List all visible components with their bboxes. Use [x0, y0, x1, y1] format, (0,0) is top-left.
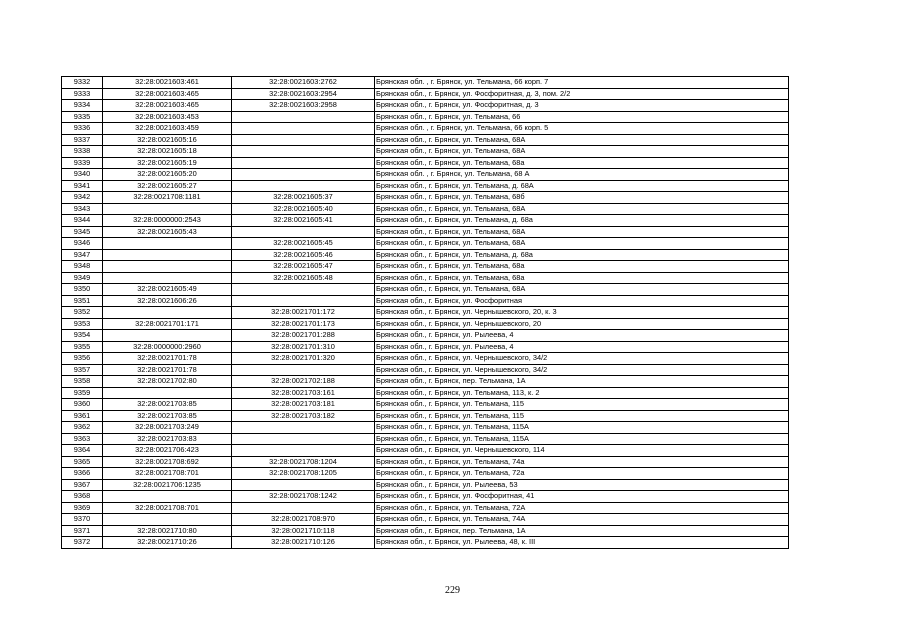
related-cadastral-number-cell [232, 364, 375, 376]
related-cadastral-number-cell: 32:28:0021708:1204 [232, 456, 375, 468]
row-number-cell: 9340 [62, 169, 103, 181]
address-cell: Брянская обл., г. Брянск, ул. Тельмана, 72А [375, 502, 789, 514]
cadastral-number-cell: 32:28:0021605:49 [103, 284, 232, 296]
related-cadastral-number-cell [232, 479, 375, 491]
table-row [62, 284, 789, 296]
address-cell: Брянская обл., г. Брянск, ул. Тельмана, 115 [375, 399, 789, 411]
related-cadastral-number-cell [232, 123, 375, 135]
cadastral-number-cell: 32:28:0021603:461 [103, 77, 232, 89]
address-cell: Брянская обл., г. Брянск, ул. Чернышевского, 20, к. 3 [375, 307, 789, 319]
related-cadastral-number-cell: 32:28:0021708:1242 [232, 491, 375, 503]
address-cell: Брянская обл., г. Брянск, ул. Тельмана, 115 [375, 410, 789, 422]
related-cadastral-number-cell: 32:28:0021701:310 [232, 341, 375, 353]
related-cadastral-number-cell [232, 134, 375, 146]
address-cell: Брянская обл., г. Брянск, ул. Тельмана, д. 68А [375, 180, 789, 192]
cadastral-number-cell: 32:28:0021603:465 [103, 100, 232, 112]
row-number-cell: 9342 [62, 192, 103, 204]
related-cadastral-number-cell: 32:28:0021703:182 [232, 410, 375, 422]
cadastral-number-cell: 32:28:0021703:85 [103, 399, 232, 411]
table-row [62, 387, 789, 399]
row-number-cell: 9359 [62, 387, 103, 399]
cadastral-number-cell: 32:28:0021605:20 [103, 169, 232, 181]
row-number-cell: 9336 [62, 123, 103, 135]
table-row [62, 295, 789, 307]
table-body [62, 77, 789, 549]
cadastral-number-cell: 32:28:0021710:80 [103, 525, 232, 537]
row-number-cell: 9358 [62, 376, 103, 388]
address-cell: Брянская обл., г. Брянск, ул. Тельмана, д. 68а [375, 249, 789, 261]
related-cadastral-number-cell [232, 111, 375, 123]
related-cadastral-number-cell: 32:28:0021701:172 [232, 307, 375, 319]
cadastral-number-cell: 32:28:0021708:701 [103, 468, 232, 480]
related-cadastral-number-cell [232, 284, 375, 296]
address-cell: Брянская обл., г. Брянск, ул. Чернышевского, 114 [375, 445, 789, 457]
row-number-cell: 9350 [62, 284, 103, 296]
table-row [62, 422, 789, 434]
cadastral-number-cell: 32:28:0021605:43 [103, 226, 232, 238]
cadastral-number-cell [103, 272, 232, 284]
cadastral-number-cell [103, 249, 232, 261]
related-cadastral-number-cell: 32:28:0021605:40 [232, 203, 375, 215]
address-cell: Брянская обл., г. Брянск, ул. Чернышевского, 34/2 [375, 353, 789, 365]
row-number-cell: 9335 [62, 111, 103, 123]
cadastral-number-cell: 32:28:0021703:249 [103, 422, 232, 434]
row-number-cell: 9332 [62, 77, 103, 89]
related-cadastral-number-cell [232, 226, 375, 238]
cadastral-number-cell: 32:28:0021701:171 [103, 318, 232, 330]
row-number-cell: 9354 [62, 330, 103, 342]
related-cadastral-number-cell: 32:28:0021603:2958 [232, 100, 375, 112]
table-row [62, 146, 789, 158]
cadastral-number-cell: 32:28:0021606:26 [103, 295, 232, 307]
address-cell: Брянская обл., г. Брянск, ул. Рылеева, 4 [375, 330, 789, 342]
row-number-cell: 9343 [62, 203, 103, 215]
related-cadastral-number-cell: 32:28:0021703:161 [232, 387, 375, 399]
address-cell: Брянская обл., г. Брянск, ул. Тельмана, 68а [375, 272, 789, 284]
table-row [62, 364, 789, 376]
table-row [62, 525, 789, 537]
table-row [62, 491, 789, 503]
cadastral-number-cell: 32:28:0021706:1235 [103, 479, 232, 491]
address-cell: Брянская обл., г. Брянск, ул. Рылеева, 48, к. III [375, 537, 789, 549]
address-cell: Брянская обл., г. Брянск, ул. Тельмана, 68А [375, 203, 789, 215]
address-cell: Брянская обл., г. Брянск, ул. Фосфоритная, 41 [375, 491, 789, 503]
table-row [62, 215, 789, 227]
table-row [62, 261, 789, 273]
cadastral-number-cell [103, 238, 232, 250]
table-row [62, 192, 789, 204]
table-row [62, 514, 789, 526]
cadastral-number-cell: 32:28:0021708:701 [103, 502, 232, 514]
table-row [62, 456, 789, 468]
row-number-cell: 9349 [62, 272, 103, 284]
cadastral-number-cell [103, 261, 232, 273]
cadastral-number-cell: 32:28:0021703:83 [103, 433, 232, 445]
related-cadastral-number-cell [232, 422, 375, 434]
address-cell: Брянская обл., г. Брянск, ул. Тельмана, 68А [375, 238, 789, 250]
cadastral-number-cell: 32:28:0021605:16 [103, 134, 232, 146]
address-cell: Брянская обл., г. Брянск, ул. Тельмана, 74А [375, 514, 789, 526]
table-row [62, 353, 789, 365]
row-number-cell: 9370 [62, 514, 103, 526]
row-number-cell: 9341 [62, 180, 103, 192]
row-number-cell: 9352 [62, 307, 103, 319]
address-cell: Брянская обл., г. Брянск, ул. Тельмана, 74а [375, 456, 789, 468]
address-cell: Брянская обл. , г. Брянск, ул. Тельмана, 68 А [375, 169, 789, 181]
related-cadastral-number-cell: 32:28:0021710:126 [232, 537, 375, 549]
address-cell: Брянская обл. , г. Брянск, ул. Тельмана, 66 корп. 5 [375, 123, 789, 135]
address-cell: Брянская обл., г. Брянск, ул. Тельмана, 68а [375, 157, 789, 169]
cadastral-number-cell: 32:28:0000000:2543 [103, 215, 232, 227]
table-row [62, 100, 789, 112]
cadastral-number-cell [103, 387, 232, 399]
related-cadastral-number-cell: 32:28:0021605:45 [232, 238, 375, 250]
address-cell: Брянская обл., г. Брянск, ул. Фосфоритная, д. 3, пом. 2/2 [375, 88, 789, 100]
related-cadastral-number-cell: 32:28:0021701:288 [232, 330, 375, 342]
related-cadastral-number-cell [232, 295, 375, 307]
row-number-cell: 9353 [62, 318, 103, 330]
row-number-cell: 9339 [62, 157, 103, 169]
page-number: 229 [445, 585, 460, 596]
table-row [62, 433, 789, 445]
cadastral-number-cell: 32:28:0021701:78 [103, 353, 232, 365]
related-cadastral-number-cell: 32:28:0021708:1205 [232, 468, 375, 480]
row-number-cell: 9348 [62, 261, 103, 273]
table-row [62, 376, 789, 388]
table-row [62, 399, 789, 411]
row-number-cell: 9333 [62, 88, 103, 100]
address-cell: Брянская обл., г. Брянск, ул. Фосфоритная [375, 295, 789, 307]
address-cell: Брянская обл., г. Брянск, ул. Чернышевского, 20 [375, 318, 789, 330]
table-row [62, 468, 789, 480]
related-cadastral-number-cell: 32:28:0021703:181 [232, 399, 375, 411]
table-row [62, 111, 789, 123]
row-number-cell: 9369 [62, 502, 103, 514]
address-cell: Брянская обл., г. Брянск, ул. Тельмана, 68А [375, 134, 789, 146]
related-cadastral-number-cell: 32:28:0021701:173 [232, 318, 375, 330]
table-row [62, 318, 789, 330]
table-row [62, 341, 789, 353]
address-cell: Брянская обл., г. Брянск, пер. Тельмана, 1А [375, 376, 789, 388]
address-cell: Брянская обл., г. Брянск, ул. Чернышевского, 34/2 [375, 364, 789, 376]
cadastral-number-cell: 32:28:0021603:459 [103, 123, 232, 135]
cadastral-number-cell: 32:28:0021706:423 [103, 445, 232, 457]
table-row [62, 330, 789, 342]
related-cadastral-number-cell [232, 445, 375, 457]
related-cadastral-number-cell: 32:28:0021603:2762 [232, 77, 375, 89]
table-row [62, 88, 789, 100]
cadastral-number-cell: 32:28:0021701:78 [103, 364, 232, 376]
related-cadastral-number-cell [232, 502, 375, 514]
table-row [62, 169, 789, 181]
address-cell: Брянская обл., г. Брянск, ул. Рылеева, 53 [375, 479, 789, 491]
row-number-cell: 9361 [62, 410, 103, 422]
row-number-cell: 9367 [62, 479, 103, 491]
address-cell: Брянская обл. , г. Брянск, ул. Тельмана, 66 корп. 7 [375, 77, 789, 89]
cadastral-number-cell: 32:28:0021708:692 [103, 456, 232, 468]
row-number-cell: 9334 [62, 100, 103, 112]
row-number-cell: 9371 [62, 525, 103, 537]
table-row [62, 307, 789, 319]
cadastral-number-cell: 32:28:0021605:27 [103, 180, 232, 192]
related-cadastral-number-cell: 32:28:0021605:41 [232, 215, 375, 227]
row-number-cell: 9356 [62, 353, 103, 365]
row-number-cell: 9347 [62, 249, 103, 261]
table-row [62, 180, 789, 192]
related-cadastral-number-cell: 32:28:0021605:46 [232, 249, 375, 261]
related-cadastral-number-cell [232, 180, 375, 192]
table-row [62, 134, 789, 146]
table-row [62, 479, 789, 491]
address-cell: Брянская обл., г. Брянск, ул. Тельмана, 115А [375, 433, 789, 445]
cadastral-number-cell: 32:28:0021603:465 [103, 88, 232, 100]
related-cadastral-number-cell [232, 146, 375, 158]
table-row [62, 249, 789, 261]
related-cadastral-number-cell: 32:28:0021605:48 [232, 272, 375, 284]
table-row [62, 203, 789, 215]
cadastral-number-cell: 32:28:0000000:2960 [103, 341, 232, 353]
row-number-cell: 9362 [62, 422, 103, 434]
address-cell: Брянская обл., г. Брянск, пер. Тельмана, 1А [375, 525, 789, 537]
row-number-cell: 9366 [62, 468, 103, 480]
cadastral-number-cell [103, 307, 232, 319]
row-number-cell: 9368 [62, 491, 103, 503]
row-number-cell: 9338 [62, 146, 103, 158]
row-number-cell: 9363 [62, 433, 103, 445]
row-number-cell: 9357 [62, 364, 103, 376]
row-number-cell: 9345 [62, 226, 103, 238]
address-cell: Брянская обл., г. Брянск, ул. Тельмана, 68А [375, 284, 789, 296]
table-row [62, 537, 789, 549]
cadastral-number-cell: 32:28:0021605:19 [103, 157, 232, 169]
table-row [62, 123, 789, 135]
table-row [62, 272, 789, 284]
cadastral-number-cell: 32:28:0021605:18 [103, 146, 232, 158]
address-cell: Брянская обл., г. Брянск, ул. Тельмана, 68А [375, 146, 789, 158]
address-cell: Брянская обл., г. Брянск, ул. Фосфоритная, д. 3 [375, 100, 789, 112]
related-cadastral-number-cell: 32:28:0021603:2954 [232, 88, 375, 100]
address-cell: Брянская обл., г. Брянск, ул. Тельмана, 68А [375, 226, 789, 238]
related-cadastral-number-cell: 32:28:0021702:188 [232, 376, 375, 388]
cadastral-number-cell: 32:28:0021710:26 [103, 537, 232, 549]
cadastral-number-cell: 32:28:0021703:85 [103, 410, 232, 422]
address-cell: Брянская обл., г. Брянск, ул. Рылеева, 4 [375, 341, 789, 353]
row-number-cell: 9346 [62, 238, 103, 250]
cadastral-number-cell [103, 491, 232, 503]
address-cell: Брянская обл., г. Брянск, ул. Тельмана, 68б [375, 192, 789, 204]
cadastral-number-cell [103, 330, 232, 342]
related-cadastral-number-cell [232, 157, 375, 169]
row-number-cell: 9351 [62, 295, 103, 307]
address-cell: Брянская обл., г. Брянск, ул. Тельмана, 72а [375, 468, 789, 480]
row-number-cell: 9360 [62, 399, 103, 411]
cadastral-table [61, 76, 789, 549]
cadastral-number-cell: 32:28:0021708:1181 [103, 192, 232, 204]
row-number-cell: 9365 [62, 456, 103, 468]
row-number-cell: 9355 [62, 341, 103, 353]
related-cadastral-number-cell [232, 433, 375, 445]
cadastral-number-cell [103, 203, 232, 215]
related-cadastral-number-cell: 32:28:0021708:970 [232, 514, 375, 526]
row-number-cell: 9337 [62, 134, 103, 146]
table-row [62, 157, 789, 169]
table-row [62, 445, 789, 457]
address-cell: Брянская обл., г. Брянск, ул. Тельмана, 66 [375, 111, 789, 123]
row-number-cell: 9372 [62, 537, 103, 549]
related-cadastral-number-cell: 32:28:0021710:118 [232, 525, 375, 537]
table-row [62, 238, 789, 250]
related-cadastral-number-cell [232, 169, 375, 181]
row-number-cell: 9364 [62, 445, 103, 457]
related-cadastral-number-cell: 32:28:0021605:47 [232, 261, 375, 273]
cadastral-number-cell: 32:28:0021702:80 [103, 376, 232, 388]
address-cell: Брянская обл., г. Брянск, ул. Тельмана, 115А [375, 422, 789, 434]
address-cell: Брянская обл., г. Брянск, ул. Тельмана, 113, к. 2 [375, 387, 789, 399]
address-cell: Брянская обл., г. Брянск, ул. Тельмана, 68а [375, 261, 789, 273]
cadastral-number-cell: 32:28:0021603:453 [103, 111, 232, 123]
table-row [62, 226, 789, 238]
row-number-cell: 9344 [62, 215, 103, 227]
address-cell: Брянская обл., г. Брянск, ул. Тельмана, д. 68а [375, 215, 789, 227]
table-row [62, 77, 789, 89]
related-cadastral-number-cell: 32:28:0021605:37 [232, 192, 375, 204]
related-cadastral-number-cell: 32:28:0021701:320 [232, 353, 375, 365]
table-row [62, 502, 789, 514]
table-row [62, 410, 789, 422]
cadastral-number-cell [103, 514, 232, 526]
